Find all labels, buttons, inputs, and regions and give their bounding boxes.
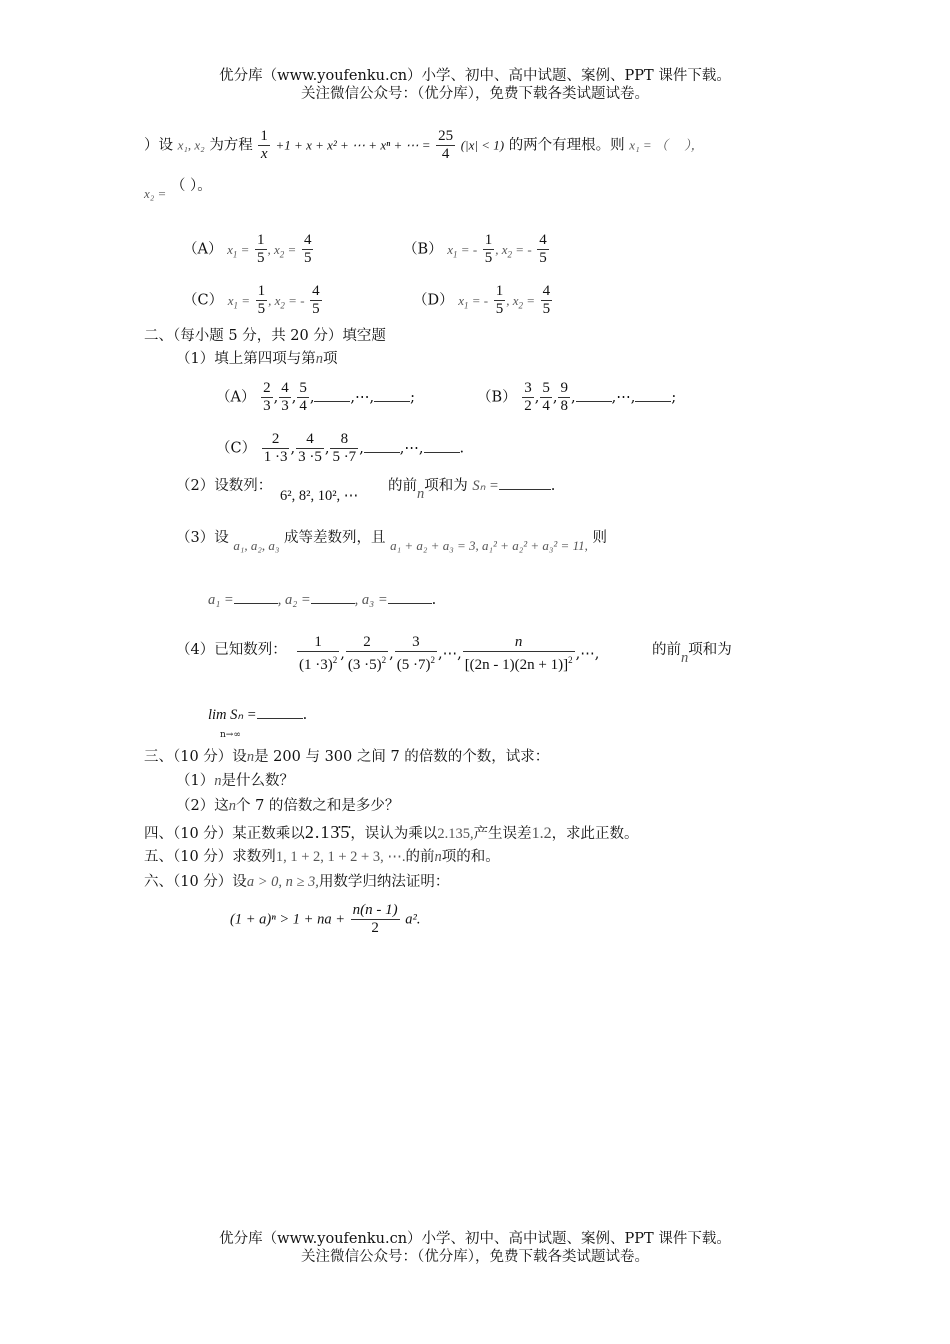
s2-q4-tail-text: 的前 xyxy=(652,642,681,658)
s4-err: 1.2 xyxy=(531,825,552,842)
s3-p2-n: n xyxy=(228,798,236,814)
s3-title: 三、（10 分）设 xyxy=(144,749,247,765)
s4-mid2: 产生误差 xyxy=(473,826,532,842)
s2-q3-answers: a₁ = , a₂ = , a₃ = . xyxy=(208,592,437,608)
s2-q1-n: n xyxy=(315,351,323,367)
q0-second-line xyxy=(144,178,212,204)
fraction-1-over-x: $\frac{1}{x}$ xyxy=(260,128,268,162)
section-5 xyxy=(144,847,500,867)
s2-q2-tail-text: 项和为 xyxy=(424,478,468,494)
q0-x2: x₂ = xyxy=(144,186,167,201)
s2-q1-c-label: （C） xyxy=(216,440,257,457)
s2-q4-tail xyxy=(652,640,732,666)
question-roots xyxy=(144,128,704,163)
s2-q1-tail: 项 xyxy=(322,351,338,367)
option-d-label: （D） xyxy=(413,292,454,309)
s5-seq: 1, 1 + 2, 1 + 2 + 3, ⋯. xyxy=(275,849,406,865)
q0-eq-tail: +1 + x + x² + ⋯ + xⁿ + ⋯ = xyxy=(275,137,431,153)
s6-ineq-num: n(n - 1) xyxy=(352,902,398,918)
s3-p1 xyxy=(176,771,294,791)
s2-q4-limit-sub: n→∞ xyxy=(220,730,241,740)
q0-suffix: 的两个有理根。则 xyxy=(508,137,625,154)
s2-q2-tail: 的前n项和为 Sₙ = . xyxy=(388,478,556,502)
s2-q1-b: （B） $\frac{3}{2}$ , $\frac{5}{4}$ , $\frac{9}{8}$ , ,⋯, ; xyxy=(477,380,677,414)
section-3 xyxy=(144,747,549,767)
s2-q4 xyxy=(176,640,287,660)
s2-q3-mid: 成等差数列，且 xyxy=(284,530,386,546)
s2-q1 xyxy=(176,349,337,369)
s2-q4-limit: lim Sₙ = . xyxy=(208,707,308,723)
s6-inequality xyxy=(230,902,420,937)
option-a: （A） $x_1$ = $\frac{1}{5}$ , $x_2$ = $\frac{4}{5}$ xyxy=(183,232,312,266)
q0-vars: x₁, x₂ xyxy=(177,137,205,153)
s4-num2: 2.135, xyxy=(437,826,474,842)
s3-p2-tail: 个 7 的倍数之和是多少？ xyxy=(235,798,400,814)
s2-q3-text: （3）设 xyxy=(176,530,229,546)
s2-q2 xyxy=(176,476,272,496)
s3-p1-n: n xyxy=(214,773,222,789)
fraction-25-over-4: $\frac{25}{4}$ xyxy=(438,128,454,162)
s6-ineq-left: (1 + a)ⁿ > 1 + na + xyxy=(230,911,345,928)
s2-q3-cond: a₁ + a₂ + a₃ = 3, a₁² + a₂² + a₃² = 11, xyxy=(390,538,588,553)
s2-q3-vars: a₁, a₂, a₃ xyxy=(233,538,280,553)
header-line-2: 关注微信公众号：（优分库），免费下载各类试题试卷。 xyxy=(301,86,649,102)
s2-q1-text: （1）填上第四项与第 xyxy=(176,351,316,367)
s2-q2-seq xyxy=(280,486,358,506)
s2-q4-lim: lim Sₙ = xyxy=(208,707,257,723)
s4-tail: ，求此正数。 xyxy=(551,826,639,842)
q0-x2-blank: （ ）。 xyxy=(170,178,212,194)
s5-n: n xyxy=(434,849,442,865)
s2-q3-a2: , a₂ = xyxy=(277,592,311,608)
s2-q4-tail2: 项和为 xyxy=(688,642,732,658)
s2-q4-text: （4）已知数列： xyxy=(176,642,287,658)
s3-p2-text: （2）这 xyxy=(176,798,229,814)
s6-ineq-right: a². xyxy=(405,911,421,928)
option-c: （C） $x_1$ = $\frac{1}{5}$ , $x_2$ = - $\frac{4}{5}$ xyxy=(183,283,320,317)
s6-ineq-den: 2 xyxy=(371,920,379,936)
s4-mid: ，误认为乘以 xyxy=(350,826,438,842)
s2-q2-mid: 的前 xyxy=(388,478,417,494)
section-2-title: 二、（每小题 5 分，共 20 分）填空题 xyxy=(144,328,386,344)
footer-line-2: 关注微信公众号：（优分库），免费下载各类试题试卷。 xyxy=(301,1249,649,1265)
s2-q3-a1: a₁ = xyxy=(208,592,234,608)
s4-text: 四、（10 分）某正数乘以 xyxy=(144,826,305,842)
option-b-label: （B） xyxy=(403,241,443,258)
option-c-label: （C） xyxy=(183,292,224,309)
option-d: （D） $x_1$ = - $\frac{1}{5}$ , $x_2$ = $\frac{4}{5}$ xyxy=(413,283,551,317)
s4-num1: 2.13̇5̇ xyxy=(304,822,351,842)
section-6 xyxy=(144,872,449,892)
s3-p1-tail: 是什么数？ xyxy=(221,773,294,789)
q0-mid: 为方程 xyxy=(209,137,253,154)
section-4 xyxy=(144,822,639,844)
s6-cond: a > 0, n ≥ 3, xyxy=(246,874,319,890)
s2-q4-seq: $\frac{1}{(1 \cdot 3)^2}$ , $\frac{2}{(3 \cdot 5)^2}$ , $\frac{3}{(5 \cdot 7)^2}$ ,⋯, $\frac{n}{[(2n - 1)(2n + 1)]^2}$ ,⋯, xyxy=(299,634,600,673)
q0-x1: x₁ = （ ）， xyxy=(629,137,704,153)
s3-n: n xyxy=(246,749,255,765)
s3-p1-text: （1） xyxy=(176,773,215,789)
s3-p2 xyxy=(176,796,399,816)
s6-text: 六、（10 分）设 xyxy=(144,874,247,890)
s5-tail: 的前 xyxy=(405,849,435,865)
s2-q1-c: （C） $\frac{2}{1 \cdot 3}$ , $\frac{4}{3 \cdot 5}$ , $\frac{8}{5 \cdot 7}$ , ,⋯, . xyxy=(216,431,465,465)
s6-tail: 用数学归纳法证明： xyxy=(318,874,450,890)
s2-q2-sequence: 6², 8², 10², ⋯ xyxy=(280,488,359,504)
s5-text: 五、（10 分）求数列 xyxy=(144,849,276,865)
s2-q2-n: n xyxy=(417,486,425,502)
s2-q1-b-label: （B） xyxy=(477,389,517,406)
s2-q2-sn: Sₙ = xyxy=(472,478,499,494)
header-line-1: 优分库（www.youfenku.cn）小学、初中、高中试题、案例、PPT 课件下载。 xyxy=(219,68,731,84)
s2-q1-a-label: （A） xyxy=(216,389,256,406)
option-a-label: （A） xyxy=(183,241,223,258)
s2-q4-n: n xyxy=(681,650,689,666)
s2-q1-a: （A） $\frac{2}{3}$ , $\frac{4}{3}$ , $\frac{5}{4}$ , ,⋯, ; xyxy=(216,380,416,414)
s2-q3-tail: 则 xyxy=(592,530,607,546)
option-b: （B） $x_1$ = - $\frac{1}{5}$ , $x_2$ = - $\frac{4}{5}$ xyxy=(403,232,547,266)
s2-q3 xyxy=(176,528,607,553)
s5-tail2: 项的和。 xyxy=(441,849,500,865)
s2-q2-text: （2）设数列： xyxy=(176,478,273,494)
s2-q3-a3: , a₃ = xyxy=(354,592,388,608)
q0-cond: (|x| < 1) xyxy=(460,137,505,153)
q0-prefix: ）设 xyxy=(144,137,173,154)
s3-title-tail: 是 200 与 300 之间 7 的倍数的个数，试求： xyxy=(254,749,550,765)
footer-line-1: 优分库（www.youfenku.cn）小学、初中、高中试题、案例、PPT 课件下载。 xyxy=(219,1231,731,1247)
